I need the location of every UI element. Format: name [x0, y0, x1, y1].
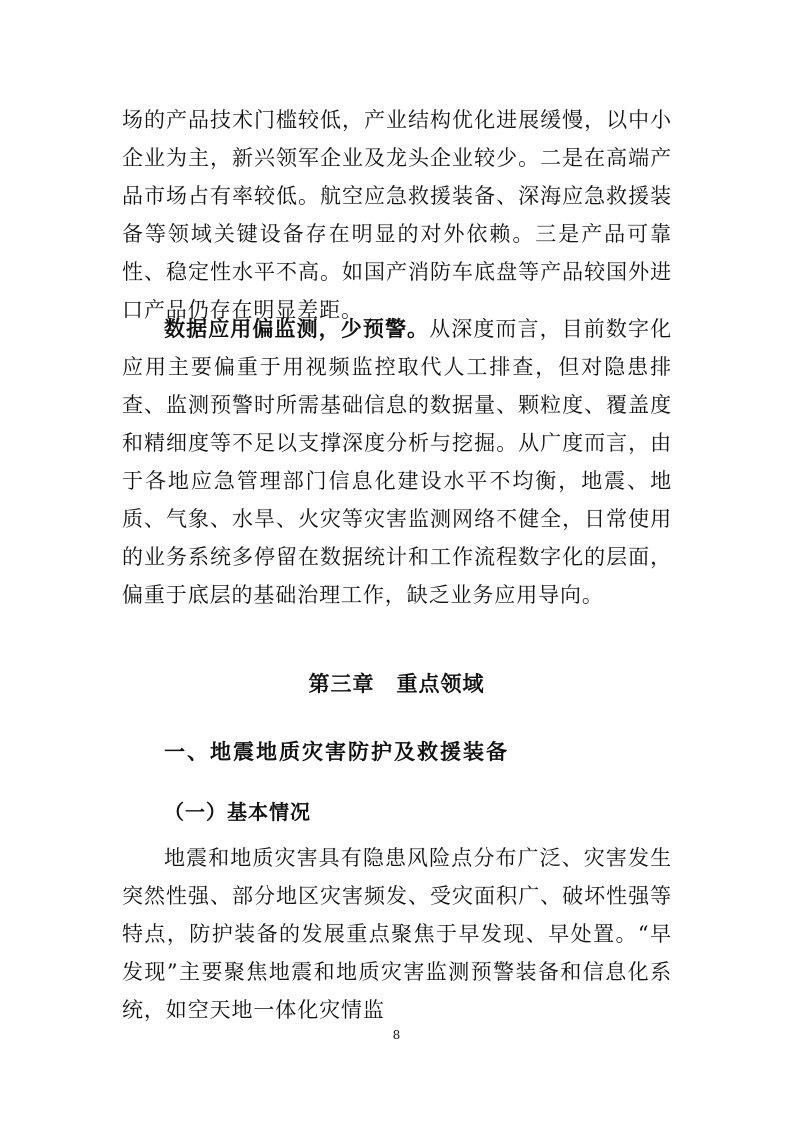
paragraph-lead-bold: 数据应用偏监测，少预警。 [164, 317, 430, 341]
paragraph-basic-situation: 地震和地质灾害具有隐患风险点分布广泛、灾害发生突然性强、部分地区灾害频发、受灾面积广、破坏性强等特点，防护装备的发展重点聚焦于早发现、早处置。“早发现”主要聚焦地震和地质灾害监测预警装备和信息化系统，如空天地一体化灾情监 [122, 846, 672, 1022]
chapter-title: 第三章 重点领域 [308, 672, 485, 696]
subsection-heading: （一）基本情况 [164, 800, 311, 824]
page-number: 8 [392, 1028, 401, 1042]
paragraph-body: 从深度而言，目前数字化应用主要偏重于用视频监控取代人工排查，但对隐患排查、监测预警时所需基础信息的数据量、颗粒度、覆盖度和精细度等不足以支撑深度分析与挖掘。从广度而言，由于各地应急管理部门信息化建设水平不均衡，地震、地质、气象、水旱、火灾等灾害监测网络不健全，日常使用的业务系统多停留在数据统计和工作流程数字化的层面，偏重于底层的基础治理工作，缺乏业务应用导向。 [122, 317, 672, 607]
section-heading: 一、地震地质灾害防护及救援装备 [164, 740, 509, 764]
paragraph-industry-issues: 场的产品技术门槛较低，产业结构优化进展缓慢，以中小企业为主，新兴领军企业及龙头企业较少。二是在高端产品市场占有率较低。航空应急救援装备、深海应急救援装备等领域关键设备存在明显的对外依赖。三是产品可靠性、稳定性水平不高。如国产消防车底盘等产品较国外进口产品仍存在明显差距。 [122, 108, 672, 322]
paragraph-data-application [122, 310, 672, 614]
